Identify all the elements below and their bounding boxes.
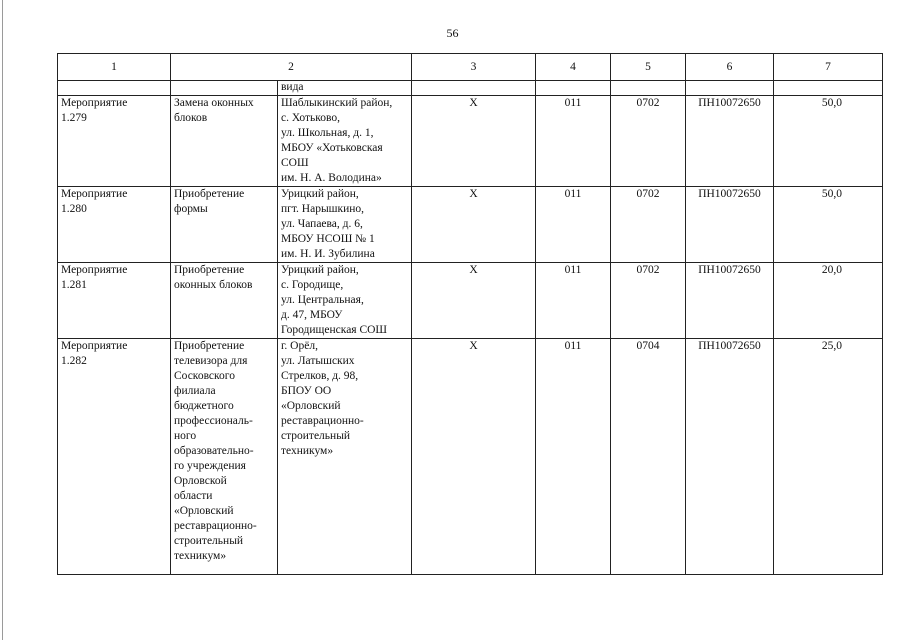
col5-value: 0702 — [611, 263, 686, 339]
col4-value: 011 — [536, 339, 611, 575]
col4-value: 011 — [536, 96, 611, 187]
col3-value: Х — [412, 96, 536, 187]
continuation-row — [58, 81, 883, 96]
header-col-2: 2 — [171, 54, 412, 81]
event-address: Урицкий район, с. Городище, ул. Центральная, д. 47, МБОУ Городищенская СОШ — [278, 263, 412, 339]
event-name: Приобретение телевизора для Сосковского филиала бюджетного профессиональ- ного образовательно- го учреждения Орловской области «Орловский реставрационно- строительный техникум» — [171, 339, 278, 575]
col7-amount: 50,0 — [774, 187, 883, 263]
col7-amount: 25,0 — [774, 339, 883, 575]
col7-amount: 50,0 — [774, 96, 883, 187]
page-left-edge-line — [2, 0, 3, 640]
col6-value: ПН10072650 — [686, 339, 774, 575]
event-address: Шаблыкинский район, с. Хотьково, ул. Школьная, д. 1, МБОУ «Хотьковская СОШ им. Н. А. Володина» — [278, 96, 412, 187]
event-number: Мероприятие 1.279 — [58, 96, 171, 187]
header-col-1: 1 — [58, 54, 171, 81]
col3-value: Х — [412, 187, 536, 263]
table-row — [58, 96, 883, 187]
header-col-5: 5 — [611, 54, 686, 81]
event-number: Мероприятие 1.282 — [58, 339, 171, 575]
col7-amount: 20,0 — [774, 263, 883, 339]
budget-events-table — [57, 53, 883, 575]
table-row — [58, 263, 883, 339]
col6-value: ПН10072650 — [686, 187, 774, 263]
col3-value: Х — [412, 263, 536, 339]
event-name: Приобретение оконных блоков — [171, 263, 278, 339]
header-row — [58, 54, 883, 81]
event-address: Урицкий район, пгт. Нарышкино, ул. Чапаева, д. 6, МБОУ НСОШ № 1 им. Н. И. Зубилина — [278, 187, 412, 263]
header-col-7: 7 — [774, 54, 883, 81]
col6-value: ПН10072650 — [686, 263, 774, 339]
page-number: 56 — [446, 26, 459, 40]
event-name: Замена оконных блоков — [171, 96, 278, 187]
continuation-text: вида — [278, 81, 412, 96]
header-col-3: 3 — [412, 54, 536, 81]
col6-value: ПН10072650 — [686, 96, 774, 187]
event-name: Приобретение формы — [171, 187, 278, 263]
col5-value: 0702 — [611, 187, 686, 263]
event-number: Мероприятие 1.280 — [58, 187, 171, 263]
table-row — [58, 187, 883, 263]
col4-value: 011 — [536, 187, 611, 263]
col5-value: 0704 — [611, 339, 686, 575]
header-col-6: 6 — [686, 54, 774, 81]
table-row — [58, 339, 883, 575]
event-number: Мероприятие 1.281 — [58, 263, 171, 339]
header-col-4: 4 — [536, 54, 611, 81]
col4-value: 011 — [536, 263, 611, 339]
event-address: г. Орёл, ул. Латышских Стрелков, д. 98, БПОУ ОО «Орловский реставрационно- строительный техникум» — [278, 339, 412, 575]
col5-value: 0702 — [611, 96, 686, 187]
col3-value: Х — [412, 339, 536, 575]
